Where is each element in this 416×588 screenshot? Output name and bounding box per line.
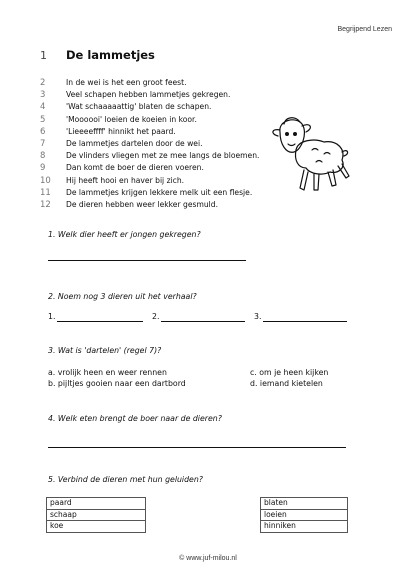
line-number: 10 [40,175,51,186]
story-line [40,127,259,139]
option-c[interactable]: c. om je heen kijken [250,368,329,377]
animal-koe[interactable]: koe [47,521,146,533]
line-text: De lammetjes dartelen door de wei. [66,138,203,148]
line-number: 5 [40,114,46,125]
question-1: 1. Welk dier heeft er jongen gekregen? [48,230,201,239]
story-line [40,188,259,200]
answer-label-2: 2. [152,312,160,321]
line-text: In de wei is het een groot feest. [66,78,187,87]
lamb-illustration [266,110,356,200]
answer-line-2a[interactable] [57,321,143,322]
line-text: 'Moooooi' loeien de koeien in koor. [66,114,197,124]
line-number: 9 [40,163,46,174]
footer-text: © www.juf-milou.nl [179,555,237,562]
story-line [40,176,259,188]
animal-schaap[interactable]: schaap [47,509,146,521]
line-number: 4 [40,102,46,113]
line-text: Veel schapen hebben lammetjes gekregen. [66,90,231,100]
line-number: 7 [40,138,46,149]
option-a[interactable]: a. vrolijk heen en weer rennen [48,368,167,377]
story-line [40,151,259,163]
line-text: Hij heeft hooi en haver bij zich. [66,175,185,185]
story-line [40,78,259,90]
story-line [40,115,259,127]
title-row [40,48,259,78]
line-number: 2 [40,78,46,88]
line-number: 3 [40,90,46,101]
story-text [40,48,259,212]
page-title: De lammetjes [66,48,155,62]
answer-line-1[interactable] [48,260,246,261]
line-number: 8 [40,151,46,162]
question-5: 5. Verbind de dieren met hun geluiden? [48,475,203,484]
sound-blaten[interactable]: blaten [261,498,348,510]
story-line [40,200,259,212]
option-b[interactable]: b. pijltjes gooien naar een dartbord [48,379,186,388]
question-4: 4. Welk eten brengt de boer naar de dieren? [48,414,222,423]
sounds-table [260,497,348,533]
line-text: De dieren hebben weer lekker gesmuld. [66,199,219,209]
story-line [40,139,259,151]
line-text: 'Lieeeeffff' hinnikt het paard. [66,126,176,136]
answer-label-1: 1. [48,312,56,321]
sound-loeien[interactable]: loeien [261,509,348,521]
line-text: De lammetjes krijgen lekkere melk uit een flesje. [66,187,253,197]
line-number: 12 [40,199,51,210]
answer-line-4[interactable] [48,447,346,448]
animals-table [46,497,146,533]
line-number: 1 [40,49,47,62]
story-line [40,90,259,102]
answer-label-3: 3. [254,312,262,321]
line-text: De vlinders vliegen met ze mee langs de bloemen. [66,151,260,161]
animal-paard[interactable]: paard [47,498,146,510]
answer-line-2c[interactable] [263,321,347,322]
line-number: 6 [40,126,46,137]
line-number: 11 [40,187,51,198]
story-line [40,163,259,175]
question-2: 2. Noem nog 3 dieren uit het verhaal? [48,292,197,301]
option-d[interactable]: d. iemand kietelen [250,379,323,388]
story-line [40,102,259,114]
header-label: Begrijpend Lezen [337,26,392,33]
answer-line-2b[interactable] [161,321,245,322]
question-3: 3. Wat is 'dartelen' (regel 7)? [48,346,162,355]
line-text: 'Wat schaaaaattig' blaten de schapen. [66,102,212,112]
line-text: Dan komt de boer de dieren voeren. [66,163,204,173]
sound-hinniken[interactable]: hinniken [261,521,348,533]
